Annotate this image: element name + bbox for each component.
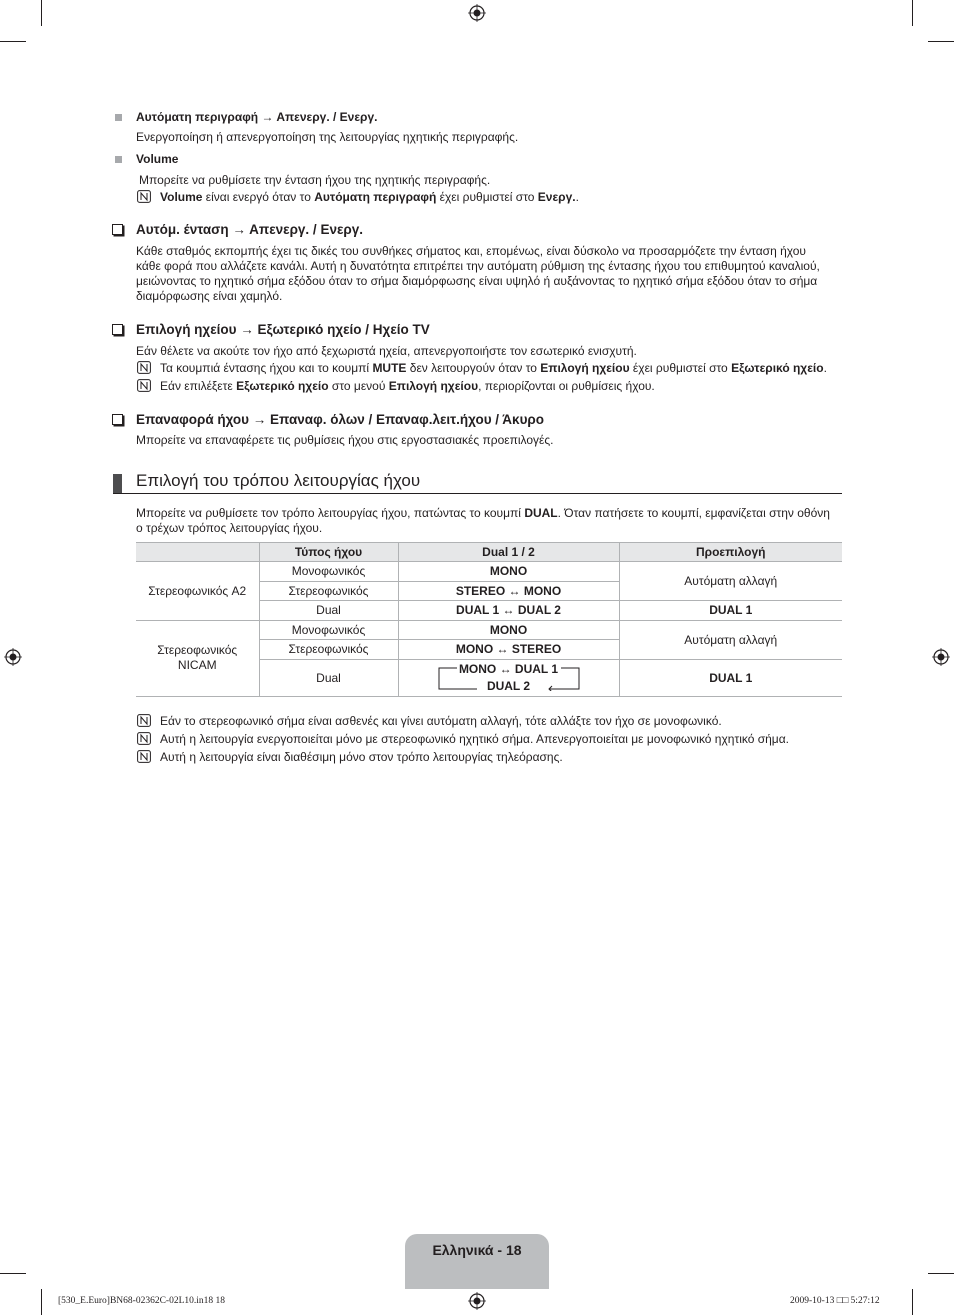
table-cell: MONO ↔ STEREO [398,640,619,660]
registration-mark-icon [468,1292,486,1310]
note-bold-text: Επιλογή ηχείου [388,379,479,393]
note-speaker-1 [160,361,827,376]
section-text-line: διαμόρφωσης είναι χαμηλό. [136,289,283,303]
intro-line-1 [136,506,830,521]
intro-text: Μπορείτε να ρυθμίσετε τον τρόπο λειτουργίας ήχου, πατώντας το κουμπί [136,506,525,520]
note-icon [137,190,151,203]
note-volume [160,190,579,205]
note-icon [137,750,151,763]
note-text: Εάν το στερεοφωνικό σήμα είναι ασθενές και γίνει αυτόματη αλλαγή, τότε αλλάξτε τον ήχο σε μονοφωνικό. [160,714,722,728]
note-text: είναι ενεργό όταν το [202,190,315,204]
section-text-line: κάθε φορά που αλλάζετε κανάλι. Αυτή η δυνατότητα επιτρέπει την αυτόματη ρύθμιση της έντασης ήχου του επιθυμητού καναλιού, [136,259,820,273]
item-title-volume: Volume [136,152,179,166]
intro-bold-text: DUAL [524,506,558,520]
note-bold-text: Αυτόματη περιγραφή [314,190,437,204]
table-header: Dual 1 / 2 [398,543,619,562]
note-text: . [823,361,827,375]
registration-mark-icon [468,4,486,22]
section-text-line: μειώνοντας το ηχητικό σήμα εξόδου όταν το σήμα διαμόρφωσης είναι υψηλό ή αυξάνοντας το ηχητικό σήμα εξόδου όταν το σήμα [136,274,818,288]
table-cell: MONO [398,620,619,640]
table-cell: Αυτόματη αλλαγή [619,562,842,601]
registration-mark-icon [4,648,22,666]
table-header [136,543,259,562]
table-row [136,562,842,582]
checkbox-bullet-icon [112,224,123,235]
heading-bar [113,474,122,493]
table-group-line: NICAM [177,658,217,672]
crop-mark [928,41,954,42]
note-bold-text: Ενεργ. [537,190,576,204]
note-text: , περιορίζονται οι ρυθμίσεις ήχου. [478,379,655,393]
note-text: Τα κουμπιά έντασης ήχου και το κουμπί [160,361,373,375]
item-desc-volume: Μπορείτε να ρυθμίσετε την ένταση ήχου της ηχητικής περιγραφής. [139,173,491,187]
table-cell: DUAL 1 [619,659,842,696]
table-cell-cycle [398,659,619,696]
table-cell: DUAL 1 ↔ DUAL 2 [398,601,619,621]
table-header: Τύπος ήχου [259,543,398,562]
section-desc-speaker: Εάν θέλετε να ακούτε τον ήχο από ξεχωριστά ηχεία, απενεργοποιήστε τον εσωτερικό ενισχυτή. [136,344,637,358]
square-bullet-icon [115,114,122,121]
note-text: Εάν επιλέξετε [160,379,237,393]
cycle-line-1: MONO ↔ DUAL 1 [458,661,559,676]
note-icon [137,361,151,374]
item-desc-auto-description: Ενεργοποίηση ή απενεργοποίηση της λειτουργίας ηχητικής περιγραφής. [136,130,519,144]
square-bullet-icon [115,156,122,163]
cycle-line-2: DUAL 2 [486,678,531,693]
note-text: δεν λειτουργούν όταν το [406,361,541,375]
table-cell: DUAL 1 [619,601,842,621]
note-bold-text: Volume [160,190,203,204]
table-cell: Μονοφωνικός [259,562,398,582]
print-slug-left: [530_E.Euro]BN68-02362C-02L10.in18 18 [58,1296,226,1306]
note-text: . [575,190,579,204]
page-number-label: Ελληνικά - 18 [432,1242,522,1258]
table-group-cell: Στερεοφωνικός A2 [136,562,259,621]
crop-mark [0,1273,26,1274]
note-bold-text: Επιλογή ηχείου [540,361,630,375]
note-text: Αυτή η λειτουργία ενεργοποιείται μόνο με στερεοφωνικό ηχητικό σήμα. Απενεργοποιείται με μονοφωνικό ηχητικό σήμα. [160,732,789,746]
table-header-row [136,543,842,562]
section-text-line: Κάθε σταθμός εκπομπής έχει τις δικές του συνθήκες σήματος και, επομένως, είναι δύσκολο να προσαρμόζετε την ένταση ήχου [136,244,806,258]
crop-mark [928,1273,954,1274]
table-cell: STEREO ↔ MONO [398,581,619,601]
crop-mark [41,1289,42,1315]
table-group-cell [136,620,259,696]
note-icon [137,379,151,392]
note-bold-text: Εξωτερικό ηχείο [236,379,329,393]
sound-mode-table [136,542,842,697]
section-title-reset: Επαναφορά ήχου → Επαναφ. όλων / Επαναφ.λειτ.ήχου / Άκυρο [136,412,545,427]
note-bold-text: MUTE [372,361,407,375]
print-slug-right: 2009-10-13 □□ 5:27:12 [790,1296,880,1306]
table-cell: Μονοφωνικός [259,620,398,640]
table-cell: Dual [259,659,398,696]
crop-mark [0,41,26,42]
checkbox-bullet-icon [112,324,123,335]
note-text: έχει ρυθμιστεί στο [436,190,538,204]
table-group-line: Στερεοφωνικός [157,643,238,657]
crop-mark [912,1289,913,1315]
table-cell: MONO [398,562,619,582]
table-header: Προεπιλογή [619,543,842,562]
registration-mark-icon [932,648,950,666]
checkbox-bullet-icon [112,414,123,425]
table-cell: Στερεοφωνικός [259,581,398,601]
section-title-auto-volume: Αυτόμ. ένταση → Απενεργ. / Ενεργ. [136,222,363,237]
note-icon [137,714,151,727]
item-title-auto-description: Αυτόματη περιγραφή → Απενεργ. / Ενεργ. [136,110,378,124]
note-icon [137,732,151,745]
intro-text: . Όταν πατήσετε το κουμπί, εμφανίζεται στην οθόνη [557,506,830,520]
note-text: έχει ρυθμιστεί στο [629,361,732,375]
table-cell: Αυτόματη αλλαγή [619,620,842,659]
table-row [136,620,842,640]
section-desc-reset: Μπορείτε να επαναφέρετε τις ρυθμίσεις ήχου στις εργοστασιακές προεπιλογές. [136,433,554,447]
crop-mark [912,0,913,26]
note-text: στο μενού [328,379,389,393]
heading-rule [113,493,842,494]
intro-line-2: ο τρέχων τρόπος λειτουργίας ήχου. [136,521,323,535]
note-speaker-2 [160,379,655,394]
note-bold-text: Εξωτερικό ηχείο [731,361,824,375]
table-cell: Στερεοφωνικός [259,640,398,660]
section-title-speaker: Επιλογή ηχείου → Εξωτερικό ηχείο / Ηχείο TV [136,322,430,337]
note-text: Αυτή η λειτουργία είναι διαθέσιμη μόνο στον τρόπο λειτουργίας τηλεόρασης. [160,750,563,764]
crop-mark [41,0,42,26]
table-cell: Dual [259,601,398,621]
page-heading: Επιλογή του τρόπου λειτουργίας ήχου [136,471,421,490]
